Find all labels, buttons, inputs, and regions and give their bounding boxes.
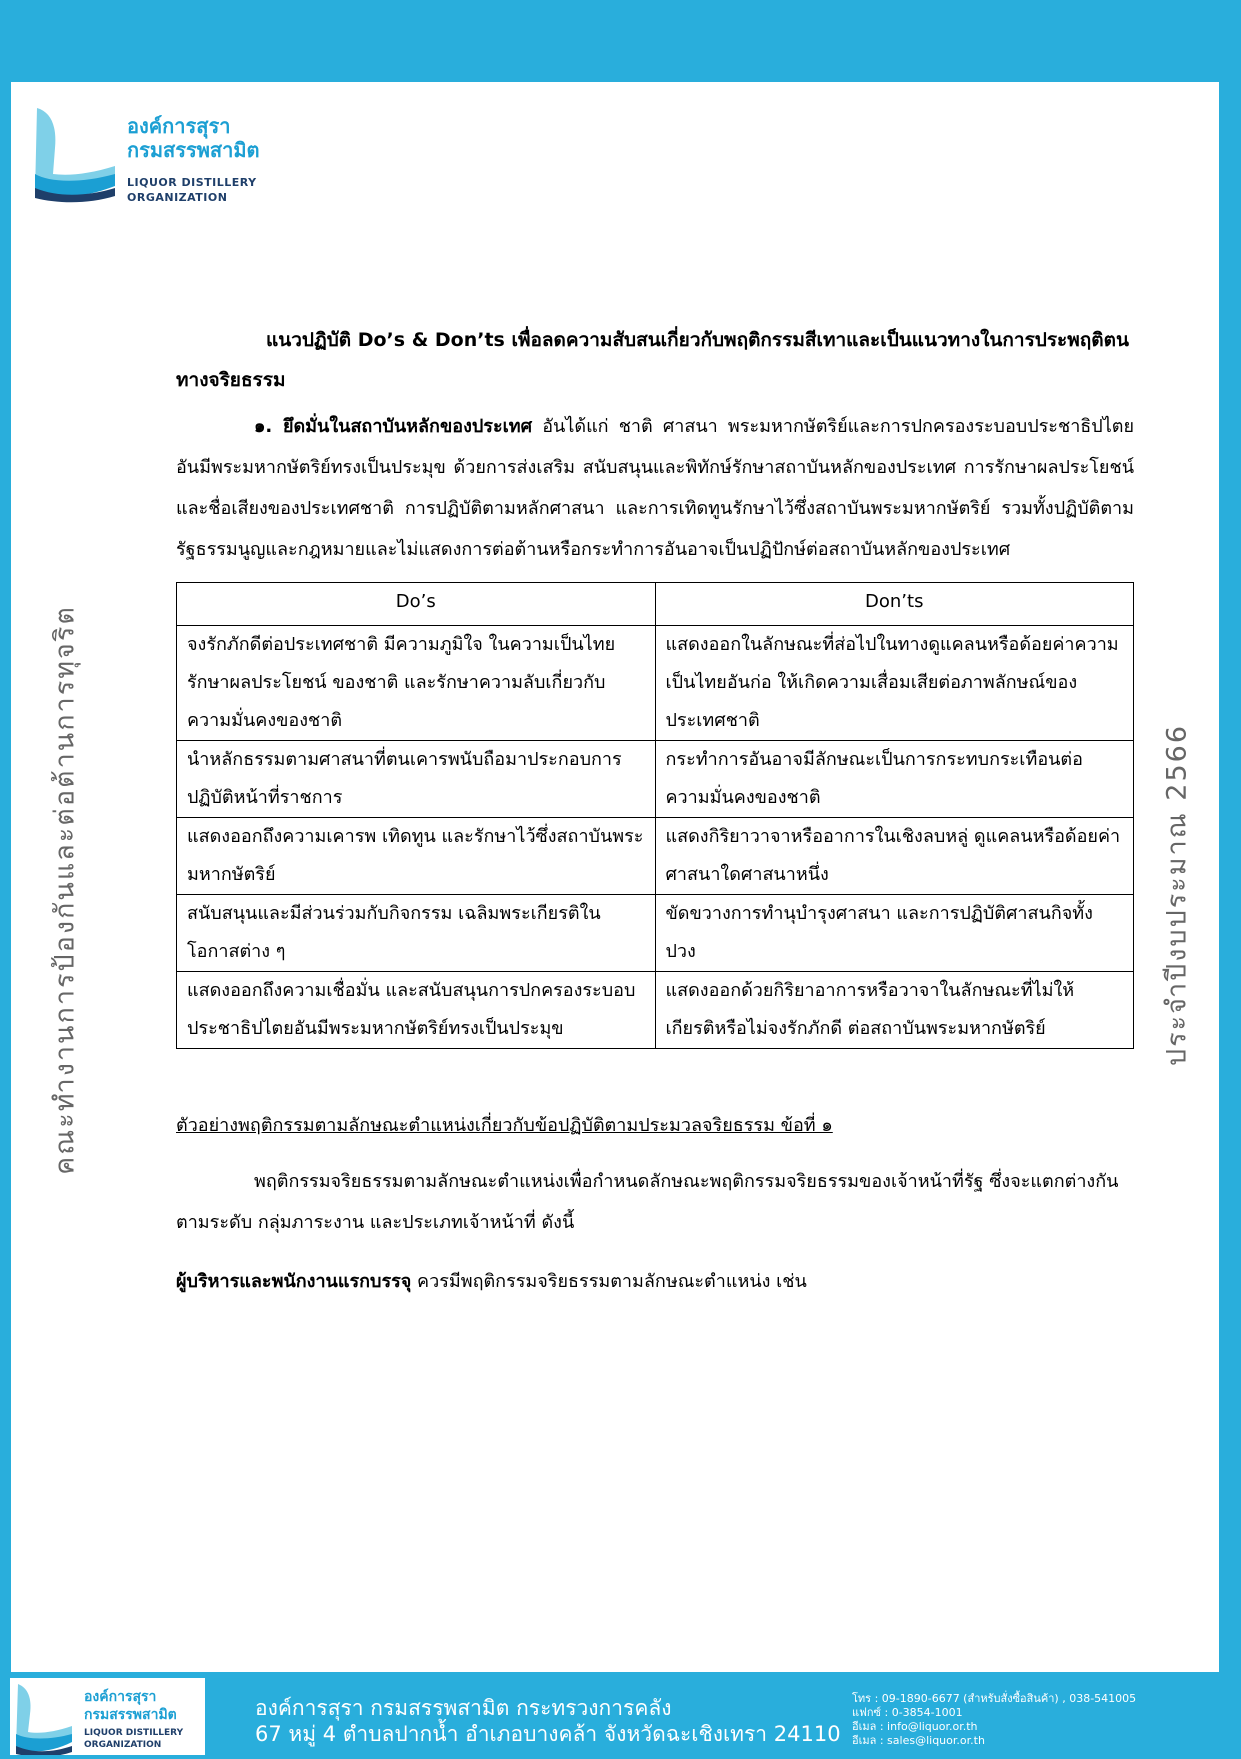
table-row [177,818,1134,895]
dos-cell: จงรักภักดีต่อประเทศชาติ มีความภูมิใจ ในความเป็นไทย รักษาผลประโยชน์ ของชาติ และรักษาความลับเกี่ยวกับ ความมั่นคงของชาติ [177,626,656,741]
footer-tel: โทร : 09-1890-6677 (สำหรับสั่งซื้อสินค้า) , 038-541005 [852,1692,1137,1705]
footer-address-line2: 67 หมู่ 4 ตำบลปากน้ำ อำเภอบางคล้า จังหวัดฉะเชิงเทรา 24110 [255,1722,841,1746]
org-name-en-line1: LIQUOR DISTILLERY [127,176,257,189]
footer-org-thai-line2: กรมสรรพสามิต [84,1707,177,1723]
table-row [177,741,1134,818]
side-caption-left: คณะทำงานการป้องกันและต่อต้านการทุจริต [49,605,81,1175]
example-paragraph: พฤติกรรมจริยธรรมตามลักษณะตำแหน่งเพื่อกำหนดลักษณะพฤติกรรมจริยธรรมของเจ้าหน้าที่รัฐ ซึ่งจะแตกต่างกันตามระดับ กลุ่มภาระงาน และประเภทเจ้าหน้าที่ ดังนี้ [176,1171,1119,1233]
donts-cell: กระทำการอันอาจมีลักษณะเป็นการกระทบกระเทือนต่อความมั่นคงของชาติ [655,741,1134,818]
footer-org-en-line2: ORGANIZATION [84,1740,162,1750]
footer-address-line1: องค์การสุรา กรมสรรพสามิต กระทรวงการคลัง [255,1696,672,1720]
section-1-text: อันได้แก่ ชาติ ศาสนา พระมหากษัตริย์และการปกครองระบอบประชาธิปไตยอันมีพระมหากษัตริย์ทรงเป็นประมุข ด้วยการส่งเสริม สนับสนุนและพิทักษ์รักษาสถาบันหลักของประเทศ การรักษาผลประโยชน์และชื่อเสียงของประเทศชาติ การปฏิบัติตามหลักศาสนา และการเทิดทูนรักษาไว้ซึ่งสถาบันพระมหากษัตริย์ รวมทั้งปฏิบัติตามรัฐธรรมนูญและกฎหมายและไม่แสดงการต่อต้านหรือกระทำการอันอาจเป็นปฏิปักษ์ต่อสถาบันหลักของประเทศ [176,416,1135,560]
footer-email-sales: อีเมล : sales@liquor.or.th [852,1734,985,1747]
document-title: แนวปฏิบัติ Do’s & Don’ts เพื่อลดความสับสนเกี่ยวกับพฤติกรรมสีเทาและเป็นแนวทางในการประพฤติตนทางจริยธรรม [176,329,1129,391]
role-paragraph [176,1267,1134,1297]
table-row [177,626,1134,741]
role-text: ควรมีพฤติกรรมจริยธรรมตามลักษณะตำแหน่ง เช่น [411,1271,807,1292]
table-header-row [177,583,1134,626]
footer-org-thai-line1: องค์การสุรา [84,1689,157,1705]
logo-mark-icon [29,104,119,204]
org-logo [29,104,289,204]
role-title: ผู้บริหารและพนักงานแรกบรรจุ [176,1271,412,1292]
document-page [11,82,1219,1672]
org-name-thai-line1: องค์การสุรา [127,114,231,138]
dos-donts-table [176,582,1134,1049]
side-caption-right: ประจำปีงบประมาณ 2566 [1161,723,1193,1067]
section-1-heading: ๑. ยึดมั่นในสถาบันหลักของประเทศ [254,416,533,437]
footer-logo-mark-icon [10,1678,74,1755]
footer-email-info: อีเมล : info@liquor.or.th [852,1720,978,1733]
page-footer [0,1672,1241,1755]
footer-org-en-line1: LIQUOR DISTILLERY [84,1728,184,1738]
donts-cell: แสดงกิริยาวาจาหรืออาการในเชิงลบหลู่ ดูแคลนหรือด้อยค่าศาสนาใดศาสนาหนึ่ง [655,818,1134,895]
donts-cell: แสดงออกในลักษณะที่ส่อไปในทางดูแคลนหรือด้อยค่าความเป็นไทยอันก่อ ให้เกิดความเสื่อมเสียต่อภาพลักษณ์ของประเทศชาติ [655,626,1134,741]
org-name-thai-line2: กรมสรรพสามิต [127,138,260,162]
section-1-paragraph [176,406,1134,570]
dos-cell: แสดงออกถึงความเชื่อมั่น และสนับสนุนการปกครองระบอบประชาธิปไตยอันมีพระมหากษัตริย์ทรงเป็นประมุข [177,972,656,1049]
example-heading: ตัวอย่างพฤติกรรมตามลักษณะตำแหน่งเกี่ยวกับข้อปฏิบัติตามประมวลจริยธรรม ข้อที่ ๑ [176,1115,833,1136]
dos-cell: นำหลักธรรมตามศาสนาที่ตนเคารพนับถือมาประกอบการปฏิบัติหน้าที่ราชการ [177,741,656,818]
footer-contact [852,1692,1136,1748]
footer-logo [10,1678,205,1755]
dos-cell: สนับสนุนและมีส่วนร่วมกับกิจกรรม เฉลิมพระเกียรติในโอกาสต่าง ๆ [177,895,656,972]
donts-cell: แสดงออกด้วยกิริยาอาการหรือวาจาในลักษณะที่ไม่ให้เกียรติหรือไม่จงรักภักดี ต่อสถาบันพระมหากษัตริย์ [655,972,1134,1049]
table-row [177,895,1134,972]
footer-fax: แฟกซ์ : 0-3854-1001 [852,1706,963,1719]
donts-header: Don’ts [655,583,1134,626]
donts-cell: ขัดขวางการทำนุบำรุงศาสนา และการปฏิบัติศาสนกิจทั้งปวง [655,895,1134,972]
dos-cell: แสดงออกถึงความเคารพ เทิดทูน และรักษาไว้ซึ่งสถาบันพระมหากษัตริย์ [177,818,656,895]
org-name-en-line2: ORGANIZATION [127,191,228,204]
table-row [177,972,1134,1049]
document-body [176,320,1134,1297]
dos-header: Do’s [177,583,656,626]
